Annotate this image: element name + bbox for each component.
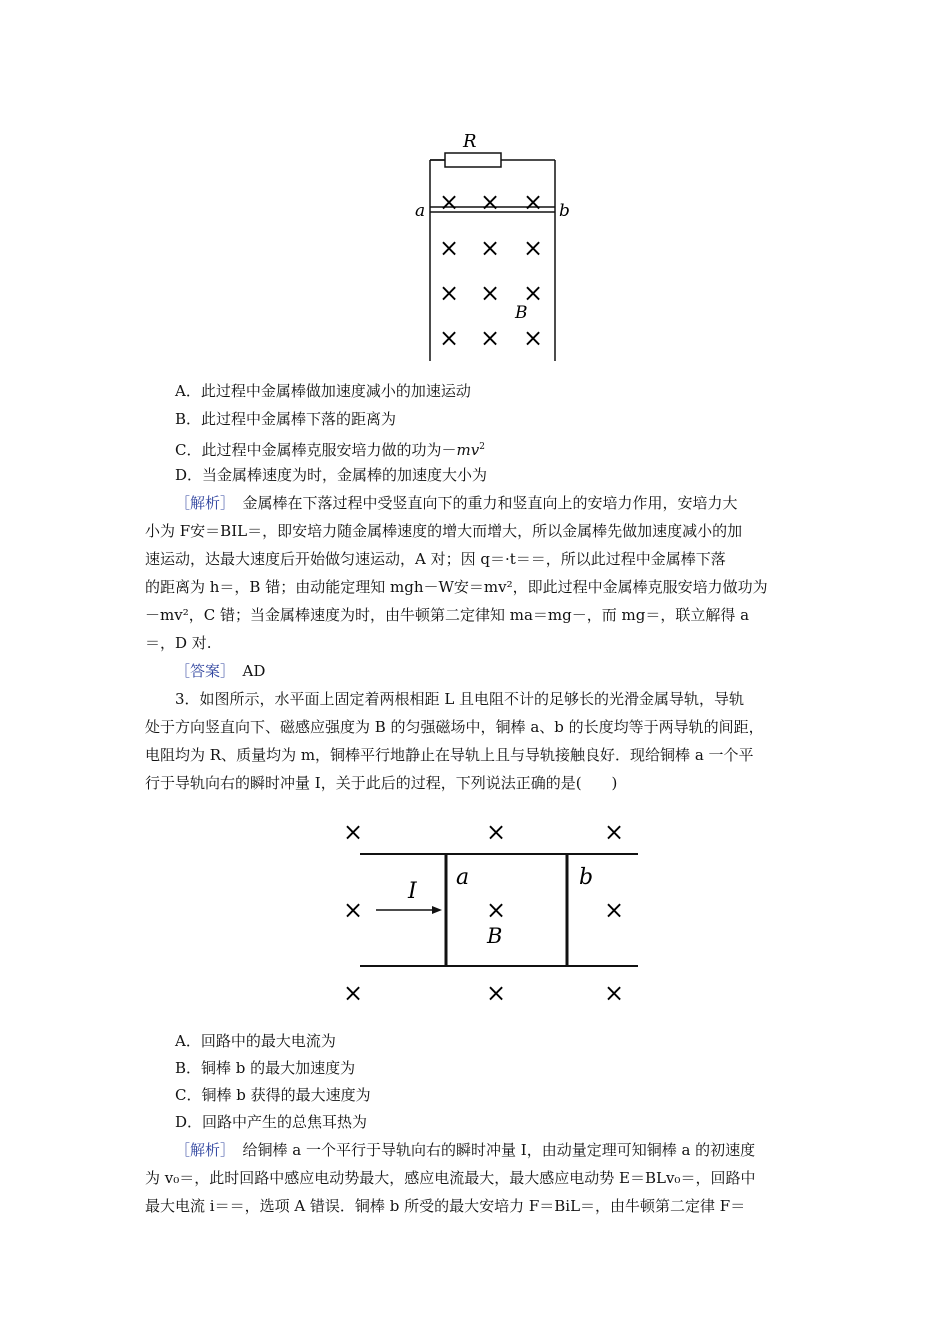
analysis-tag: ［解析］ xyxy=(175,1141,228,1159)
field-cross: × xyxy=(485,818,507,846)
resistor-label: R xyxy=(463,131,477,152)
q3-stem-line-1: 3．如图所示，水平面上固定着两根相距 L 且电阻不计的足够长的光滑金属导轨，导轨 xyxy=(175,690,745,708)
q2-analysis-line-1: ［解析］ 金属棒在下落过程中受竖直向下的重力和竖直向上的安培力作用，安培力大 xyxy=(175,494,738,512)
analysis-tag: ［解析］ xyxy=(175,494,228,512)
q2-option-b: B．此过程中金属棒下落的距离为 xyxy=(175,410,397,428)
field-cross: × xyxy=(438,188,460,216)
q2-analysis-line-5: －mv²，C 错；当金属棒速度为时，由牛顿第二定律知 ma＝mg－，而 mg＝，联立解得 a xyxy=(145,606,750,624)
q2-analysis-line-2: 小为 F安＝BIL＝，即安培力随金属棒速度的增大而增大，所以金属棒先做加速度减小的加 xyxy=(145,522,743,540)
q2-option-a: A．此过程中金属棒做加速度减小的加速运动 xyxy=(175,382,471,400)
q3-option-a: A．回路中的最大电流为 xyxy=(175,1032,336,1050)
field-cross: × xyxy=(438,234,460,262)
field-cross: × xyxy=(342,896,364,924)
q3-stem-line-4: 行于导轨向右的瞬时冲量 I，关于此后的过程，下列说法正确的是( ) xyxy=(145,774,618,792)
q2-option-c: C．此过程中金属棒克服安培力做的功为$-mv^2$ xyxy=(175,441,485,459)
q3-option-c: C．铜棒 b 获得的最大速度为 xyxy=(175,1086,371,1104)
q2-analysis-line-4: 的距离为 h＝，B 错；由动能定理知 mgh－W安＝mv²，即此过程中金属棒克服安培力做功为 xyxy=(145,578,768,596)
figure-horizontal-rails xyxy=(330,812,650,1017)
field-label: B xyxy=(515,303,528,323)
q3-stem-line-3: 电阻均为 R、质量均为 m，铜棒平行地静止在导轨上且与导轨接触良好．现给铜棒 a 一个平 xyxy=(145,746,754,764)
q3-option-b: B．铜棒 b 的最大加速度为 xyxy=(175,1059,356,1077)
field-cross: × xyxy=(479,188,501,216)
field-cross: × xyxy=(342,818,364,846)
q3-stem-line-2: 处于方向竖直向下、磁感应强度为 B 的匀强磁场中，铜棒 a、b 的长度均等于两导轨的间距， xyxy=(145,718,764,736)
field-cross: × xyxy=(485,979,507,1007)
field-label: B xyxy=(487,924,503,948)
field-cross: × xyxy=(485,896,507,924)
field-cross: × xyxy=(603,896,625,924)
field-cross: × xyxy=(438,279,460,307)
rod-a-label: a xyxy=(456,865,470,890)
end-b-label: b xyxy=(559,201,570,221)
rod-b-label: b xyxy=(579,865,594,890)
field-cross: × xyxy=(438,324,460,352)
field-cross: × xyxy=(522,324,544,352)
end-a-label: a xyxy=(415,201,426,221)
field-cross: × xyxy=(479,324,501,352)
q2-answer: ［答案］ AD xyxy=(175,662,266,680)
field-cross: × xyxy=(479,234,501,262)
field-cross: × xyxy=(603,979,625,1007)
field-cross: × xyxy=(522,279,544,307)
field-cross: × xyxy=(603,818,625,846)
field-cross: × xyxy=(522,188,544,216)
field-cross: × xyxy=(522,234,544,262)
q2-analysis-line-6: ＝，D 对. xyxy=(145,634,212,652)
q3-option-d: D．回路中产生的总焦耳热为 xyxy=(175,1113,368,1131)
answer-tag: ［答案］ xyxy=(175,662,228,680)
q2-option-d: D．当金属棒速度为时，金属棒的加速度大小为 xyxy=(175,466,488,484)
q3-analysis-line-1: ［解析］ 给铜棒 a 一个平行于导轨向右的瞬时冲量 I，由动量定理可知铜棒 a 的初速度 xyxy=(175,1141,756,1159)
q3-analysis-line-2: 为 v₀＝，此时回路中感应电动势最大，感应电流最大，最大感应电动势 E＝BLv₀＝，回路中 xyxy=(145,1169,756,1187)
figure-vertical-rails xyxy=(405,125,580,365)
field-cross: × xyxy=(479,279,501,307)
impulse-label: I xyxy=(408,879,417,904)
q3-analysis-line-3: 最大电流 i＝＝，选项 A 错误．铜棒 b 所受的最大安培力 F＝BiL＝，由牛顿第二定律 F＝ xyxy=(145,1197,746,1215)
field-cross: × xyxy=(342,979,364,1007)
q2-analysis-line-3: 速运动，达最大速度后开始做匀速运动，A 对；因 q＝·t＝＝，所以此过程中金属棒下落 xyxy=(145,550,726,568)
